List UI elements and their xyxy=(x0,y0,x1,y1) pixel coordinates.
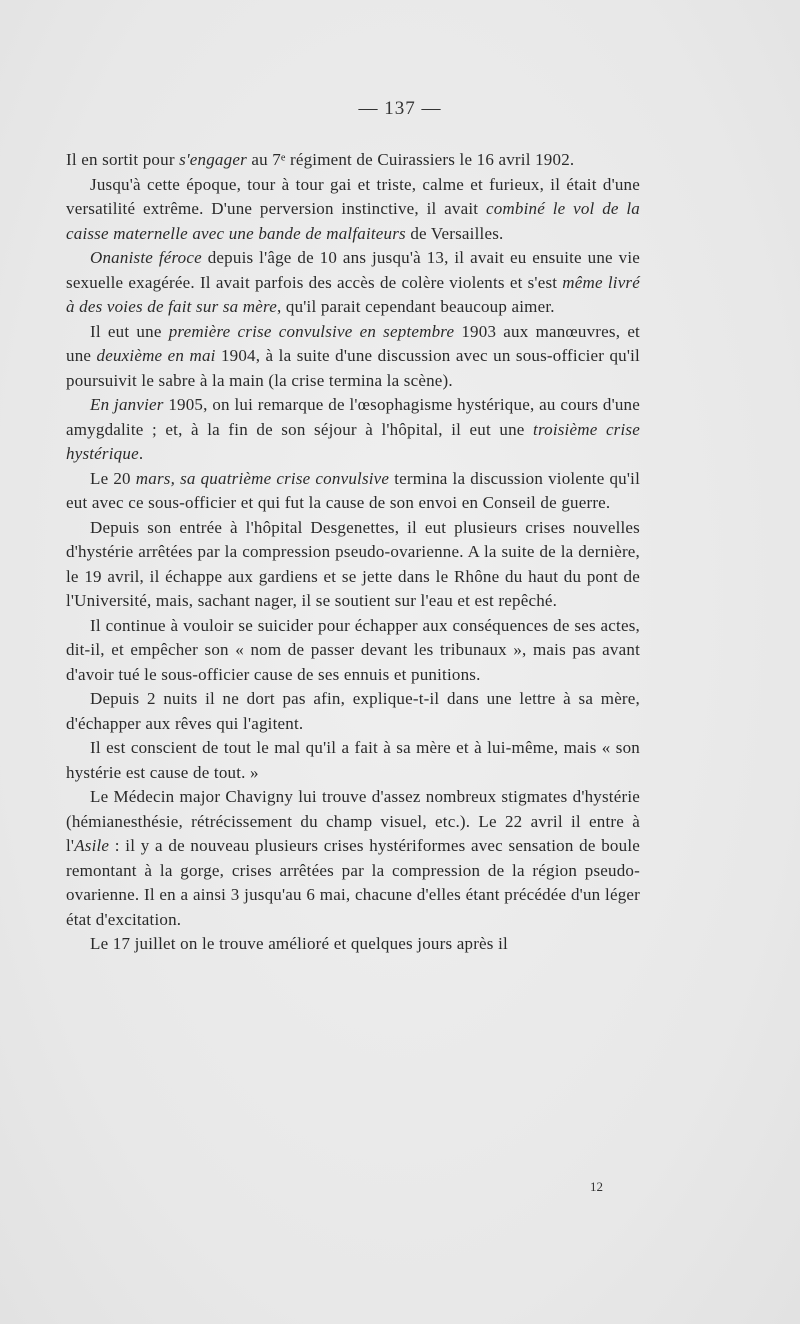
italic-run: En janvier xyxy=(90,395,164,414)
paragraph xyxy=(66,467,640,516)
text-run: : il y a de nouveau plusieurs crises hystériformes avec sensation de boule remontant à la gorge, crises arrêtées par la compression de la région pseudo-ovarienne. Il en a ainsi 3 jusqu'au 6 mai, chacune d'elles étant précédée d'un léger état d'excitation. xyxy=(66,836,640,929)
italic-run: Asile xyxy=(74,836,110,855)
italic-run: Onaniste féroce xyxy=(90,248,202,267)
text-run: Le 20 xyxy=(90,468,136,488)
text-run: Le 17 juillet on le trouve amélioré et quelques jours après il xyxy=(90,934,508,953)
paragraph xyxy=(66,320,640,394)
text-run: . xyxy=(138,444,144,463)
page-number-header: — 137 — xyxy=(358,98,442,119)
italic-run: mars, sa quatrième crise convulsive xyxy=(135,468,390,488)
text-run: Il en sortit pour xyxy=(66,150,180,169)
italic-run: même livré à des voies de fait sur sa mère xyxy=(66,272,640,316)
paragraph xyxy=(66,516,640,614)
text-run: 1905, on lui remarque de l'œsophagisme hystérique, au cours d'une amygdalite ; et, à la fin de son séjour à l'hôpital, il eut une xyxy=(66,395,641,439)
text-run: Il eut une xyxy=(90,321,169,341)
italic-run: première crise convulsive en septembre xyxy=(168,321,455,341)
italic-run: troisième crise hystérique xyxy=(66,419,640,463)
paragraph xyxy=(66,246,640,320)
body-text xyxy=(66,148,640,957)
text-run: Il continue à vouloir se suicider pour échapper aux conséquences de ses actes, dit-il, et empêcher son « nom de passer devant les tribunaux », mais pas avant d'avoir tué le sous-officier cause de ses ennuis et punitions. xyxy=(66,615,640,684)
paragraph xyxy=(66,736,640,785)
paragraph xyxy=(66,173,640,247)
text-run: Jusqu'à cette époque, tour à tour gai et triste, calme et furieux, il était d'une versatilité extrême. D'une perversion instinctive, il avait xyxy=(66,174,640,218)
paragraph xyxy=(66,785,640,932)
text-run: Depuis son entrée à l'hôpital Desgenettes, il eut plusieurs crises nouvelles d'hystérie arrêtées par la compression pseudo-ovarienne. A la suite de la dernière, le 19 avril, il échappe aux gardiens et se jette dans le Rhône du haut du pont de l'Université, mais, sachant nager, il se soutient sur l'eau et est repêché. xyxy=(66,517,640,610)
paragraph xyxy=(66,393,640,467)
text-run: Depuis 2 nuits il ne dort pas afin, explique-t-il dans une lettre à sa mère, d'échapper aux rêves qui l'agitent. xyxy=(66,689,640,733)
text-run: au 7ᵉ régiment de Cuirassiers le 16 avril 1902. xyxy=(246,150,575,169)
paragraph xyxy=(66,932,640,957)
text-run: 1903 aux manœuvres, et une xyxy=(66,321,640,365)
text-run: Il est conscient de tout le mal qu'il a fait à sa mère et à lui-même, mais « son hystérie est cause de tout. » xyxy=(66,738,640,782)
text-run: depuis l'âge de 10 ans jusqu'à 13, il avait eu ensuite une vie sexuelle exagérée. Il avait parfois des accès de colère violents et s'est xyxy=(66,248,640,292)
signature-mark: 12 xyxy=(590,1179,603,1194)
paragraph xyxy=(66,614,640,688)
italic-run: combiné le vol de la caisse maternelle avec une bande de malfaiteurs xyxy=(66,199,641,243)
paragraph xyxy=(66,148,640,173)
text-run: 1904, à la suite d'une discussion avec un sous-officier qu'il poursuivit le sabre à la main (la crise termina la scène). xyxy=(66,346,640,390)
italic-run: deuxième en mai xyxy=(96,346,216,365)
text-run: de Versailles. xyxy=(405,223,504,243)
text-run: , qu'il parait cependant beaucoup aimer. xyxy=(276,297,555,316)
paragraph xyxy=(66,687,640,736)
text-run: termina la discussion violente qu'il eut avec ce sous-officier et qui fut la cause de son envoi en Conseil de guerre. xyxy=(66,468,640,512)
italic-run: s'engager xyxy=(179,150,247,169)
text-run: Le Médecin major Chavigny lui trouve d'assez nombreux stigmates d'hystérie (hémianesthésie, rétrécissement du champ visuel, etc.). Le 22 avril il entre à l' xyxy=(66,787,640,855)
